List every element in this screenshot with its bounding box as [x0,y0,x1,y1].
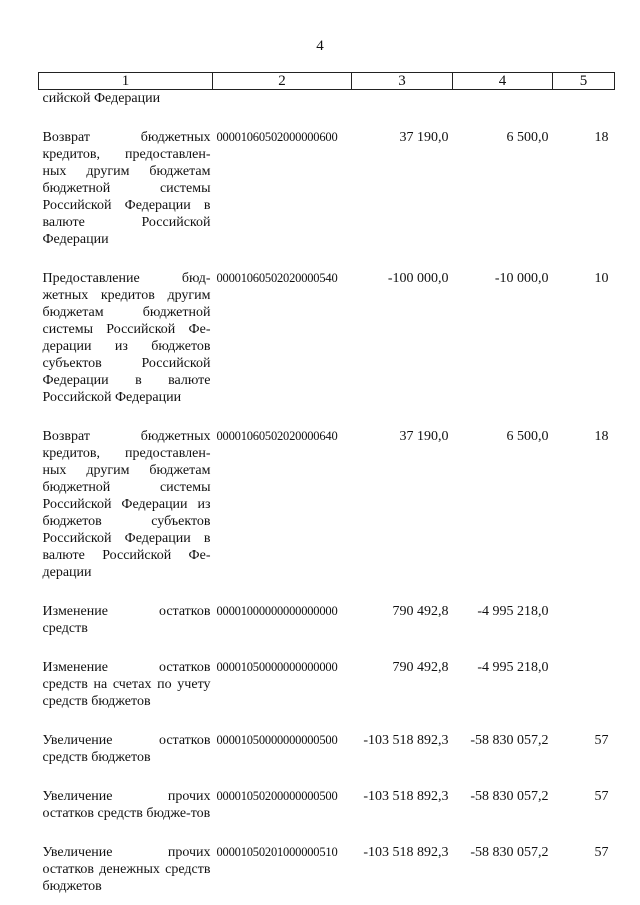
row-code: 00001000000000000000 [216,604,338,618]
row-value-col5 [553,90,615,108]
row-name: Изменение остатков средств [42,604,211,636]
column-header: 3 [352,73,453,90]
table-row [39,428,615,581]
row-value-col5: 57 [594,789,609,804]
row-code: 00001050201000000510 [216,845,338,859]
row-name: Увеличение прочих остатков средств бюдже-тов [42,789,211,821]
row-value-col5: 18 [594,429,609,444]
row-name: Возврат бюджетных кредитов, предоставлен-ных другим бюджетам бюджетной системы Российской Федерации из бюджетов субъектов Российской Федерации в валюте Российской Фе-дерации [42,429,211,580]
row-value-col5: 57 [594,733,609,748]
row-code [213,90,352,108]
row-name: Увеличение остатков средств бюджетов [42,733,211,765]
row-value-col3 [352,90,453,108]
row-value-col4: 6 500,0 [506,429,549,444]
row-code: 00001050200000000500 [216,789,338,803]
row-value-col4: -58 830 057,2 [470,733,549,748]
table-row [39,270,615,406]
column-header: 4 [453,73,553,90]
row-value-col5 [553,659,615,710]
row-value-col4: 6 500,0 [506,130,549,145]
row-value-col4: -58 830 057,2 [470,845,549,860]
row-value-col3: -103 518 892,3 [363,845,449,860]
row-value-col5 [553,603,615,637]
row-value-col4 [453,90,553,108]
row-value-col4: -4 995 218,0 [477,660,549,675]
table-row [39,90,615,108]
table-row [39,129,615,248]
row-value-col3: 37 190,0 [399,130,449,145]
table-row [39,732,615,766]
row-value-col3: -103 518 892,3 [363,789,449,804]
row-name: Увеличение прочих остатков денежных средств бюджетов [42,845,211,894]
row-value-col3: 790 492,8 [392,660,449,675]
row-value-col5: 10 [594,271,609,286]
row-value-col5: 18 [594,130,609,145]
row-value-col5: 57 [594,845,609,860]
row-code: 00001050000000000000 [216,660,338,674]
table-row [39,603,615,637]
table-row [39,788,615,822]
column-header: 2 [213,73,352,90]
row-code: 00001060502020000640 [216,429,338,443]
table-row [39,659,615,710]
row-name: сийской Федерации [42,91,161,106]
budget-table [38,72,615,895]
row-value-col4: -10 000,0 [494,271,549,286]
column-header: 1 [39,73,213,90]
table-header-row [39,73,615,90]
row-value-col4: -4 995 218,0 [477,604,549,619]
row-value-col3: -103 518 892,3 [363,733,449,748]
row-name: Изменение остатков средств на счетах по учету средств бюджетов [42,660,211,709]
row-value-col3: -100 000,0 [387,271,449,286]
row-value-col4: -58 830 057,2 [470,789,549,804]
row-code: 00001060502000000600 [216,130,338,144]
row-code: 00001050000000000500 [216,733,338,747]
row-code: 00001060502020000540 [216,271,338,285]
row-name: Предоставление бюд-жетных кредитов другим бюджетам бюджетной системы Российской Фе-дерации из бюджетов субъектов Российской Федерации в валюте Российской Федерации [42,271,211,405]
table-row [39,844,615,895]
column-header: 5 [553,73,615,90]
row-value-col3: 790 492,8 [392,604,449,619]
row-name: Возврат бюджетных кредитов, предоставлен-ных другим бюджетам бюджетной системы Российской Федерации в валюте Российской Федерации [42,130,211,247]
page-number: 4 [316,38,324,54]
row-value-col3: 37 190,0 [399,429,449,444]
